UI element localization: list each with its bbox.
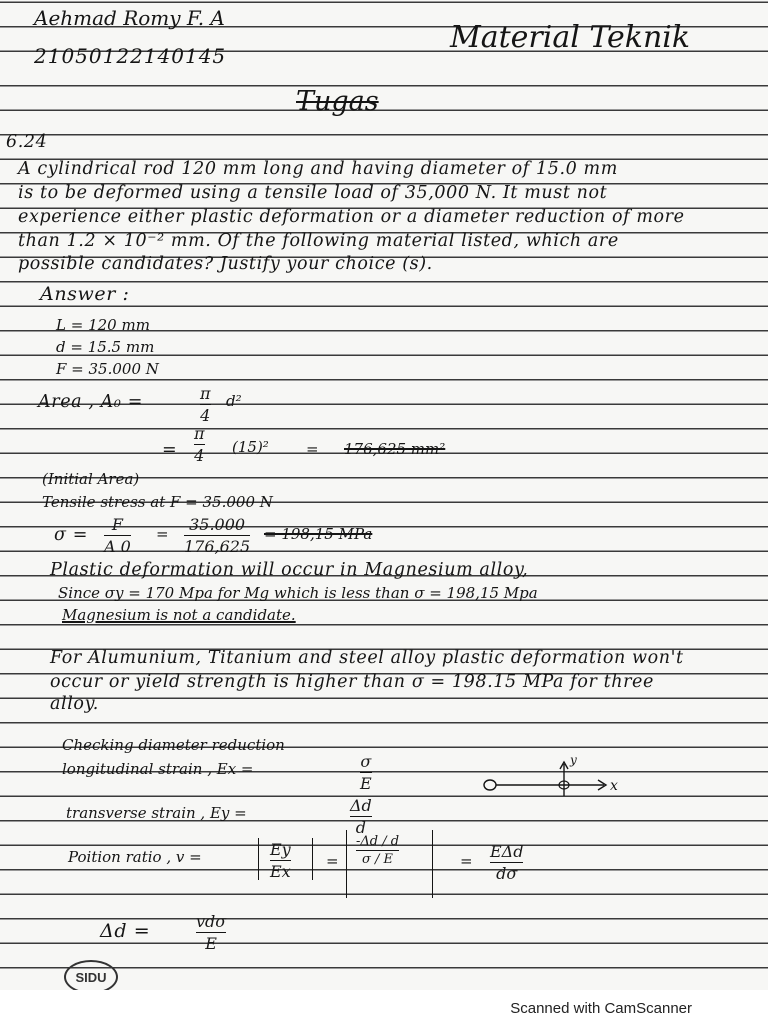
delta-frac-num: vdσ bbox=[196, 912, 227, 931]
poisson-frac-num: Ey bbox=[270, 840, 291, 859]
poisson-big-den: σ / E bbox=[362, 852, 394, 867]
camscanner-watermark: Scanned with CamScanner bbox=[510, 1000, 692, 1017]
delta-fraction bbox=[196, 912, 226, 953]
transverse-fraction bbox=[350, 796, 372, 837]
sigma-result: = 198,15 MPa bbox=[264, 525, 373, 543]
sigma-fraction bbox=[104, 515, 131, 556]
area-tail: d² bbox=[226, 392, 242, 410]
sigma-frac2-num: 35.000 bbox=[189, 515, 246, 534]
longitudinal-strain: longitudinal strain , Ex = bbox=[62, 760, 254, 778]
poisson-eq: = bbox=[326, 852, 339, 870]
trans-frac-den: d bbox=[355, 818, 367, 837]
poisson-fraction bbox=[270, 840, 291, 881]
area-eq-tail: (15)² bbox=[232, 438, 269, 456]
sidu-logo: SIDU bbox=[64, 960, 118, 990]
area-frac-den: 4 bbox=[200, 406, 211, 425]
sigma-eq: = bbox=[156, 525, 169, 543]
checking-heading: Checking diameter reduction bbox=[62, 736, 285, 754]
problem-line-2: is to be deformed using a tensile load of 35,000 N. It must not bbox=[18, 183, 608, 203]
alu-line-1: For Alumunium, Titanium and steel alloy plastic deformation won't bbox=[50, 648, 684, 668]
area-eq-sign: = bbox=[162, 440, 178, 460]
delta-frac-den: E bbox=[205, 934, 217, 953]
tugas-heading: Tugas bbox=[296, 86, 379, 117]
answer-heading: Answer : bbox=[40, 283, 130, 305]
axis-sketch bbox=[476, 752, 626, 802]
student-name: Aehmad Romy F. A bbox=[34, 6, 225, 30]
alu-line-2: occur or yield strength is higher than σ = 198.15 MPa for three bbox=[50, 672, 654, 692]
axis-y-label: y bbox=[570, 753, 577, 767]
area-eq-equals: = bbox=[306, 440, 319, 458]
long-frac-num: σ bbox=[360, 752, 372, 771]
sigma-frac-den: A 0 bbox=[104, 537, 131, 556]
tensile-line: Tensile stress at F = 35.000 N bbox=[42, 493, 273, 511]
longitudinal-fraction bbox=[360, 752, 372, 793]
initial-area-note: (Initial Area) bbox=[42, 470, 140, 488]
area-label: Area , A₀ = bbox=[38, 392, 143, 412]
area-frac-num: π bbox=[200, 384, 211, 403]
area-eq-fraction bbox=[194, 424, 205, 465]
student-id: 21050122140145 bbox=[34, 44, 227, 68]
problem-line-1: A cylindrical rod 120 mm long and having diameter of 15.0 mm bbox=[18, 159, 618, 179]
poisson-frac-den: Ex bbox=[270, 862, 291, 881]
poisson-eq2: = bbox=[460, 852, 473, 870]
problem-line-3: experience either plastic deformation or a diameter reduction of more bbox=[18, 207, 685, 227]
plastic-line-2: Since σy = 170 Mpa for Mg which is less than σ = 198,15 Mpa bbox=[58, 584, 538, 602]
area-eq-num: π bbox=[194, 424, 205, 443]
sigma-lhs: σ = bbox=[54, 525, 88, 545]
poisson-big-num: -Δd / d bbox=[356, 834, 400, 849]
area-eq-den: 4 bbox=[194, 446, 205, 465]
plastic-line-1: Plastic deformation will occur in Magnesium alloy, bbox=[50, 560, 529, 580]
axis-x-label: x bbox=[610, 778, 618, 794]
problem-line-4: than 1.2 × 10⁻² mm. Of the following material listed, which are bbox=[18, 231, 619, 251]
area-result: 176,625 mm² bbox=[344, 440, 446, 458]
sigma-frac2-den: 176,625 bbox=[184, 537, 251, 556]
poisson-ratio: Poition ratio , v = bbox=[68, 848, 202, 866]
poisson-fraction-3 bbox=[490, 842, 523, 883]
delta-lhs: Δd = bbox=[100, 920, 151, 942]
alu-line-3: alloy. bbox=[50, 694, 99, 714]
given-force: F = 35.000 N bbox=[56, 360, 159, 378]
poisson-big-fraction bbox=[356, 834, 399, 867]
poisson-frac3-num: EΔd bbox=[490, 842, 524, 861]
plastic-line-3: Magnesium is not a candidate. bbox=[62, 606, 296, 624]
scanner-footer bbox=[0, 990, 768, 1024]
long-frac-den: E bbox=[360, 774, 372, 793]
given-diameter: d = 15.5 mm bbox=[56, 338, 155, 356]
sigma-fraction-2 bbox=[184, 515, 250, 556]
trans-frac-num: Δd bbox=[350, 796, 372, 815]
transverse-strain: transverse strain , Ey = bbox=[66, 804, 247, 822]
given-length: L = 120 mm bbox=[56, 316, 150, 334]
course-title: Material Teknik bbox=[450, 20, 691, 55]
problem-line-5: possible candidates? Justify your choice (s). bbox=[18, 254, 433, 274]
poisson-frac3-den: dσ bbox=[496, 864, 518, 883]
problem-number: 6.24 bbox=[6, 132, 48, 152]
sigma-frac-num: F bbox=[111, 515, 123, 534]
area-fraction bbox=[200, 384, 211, 425]
